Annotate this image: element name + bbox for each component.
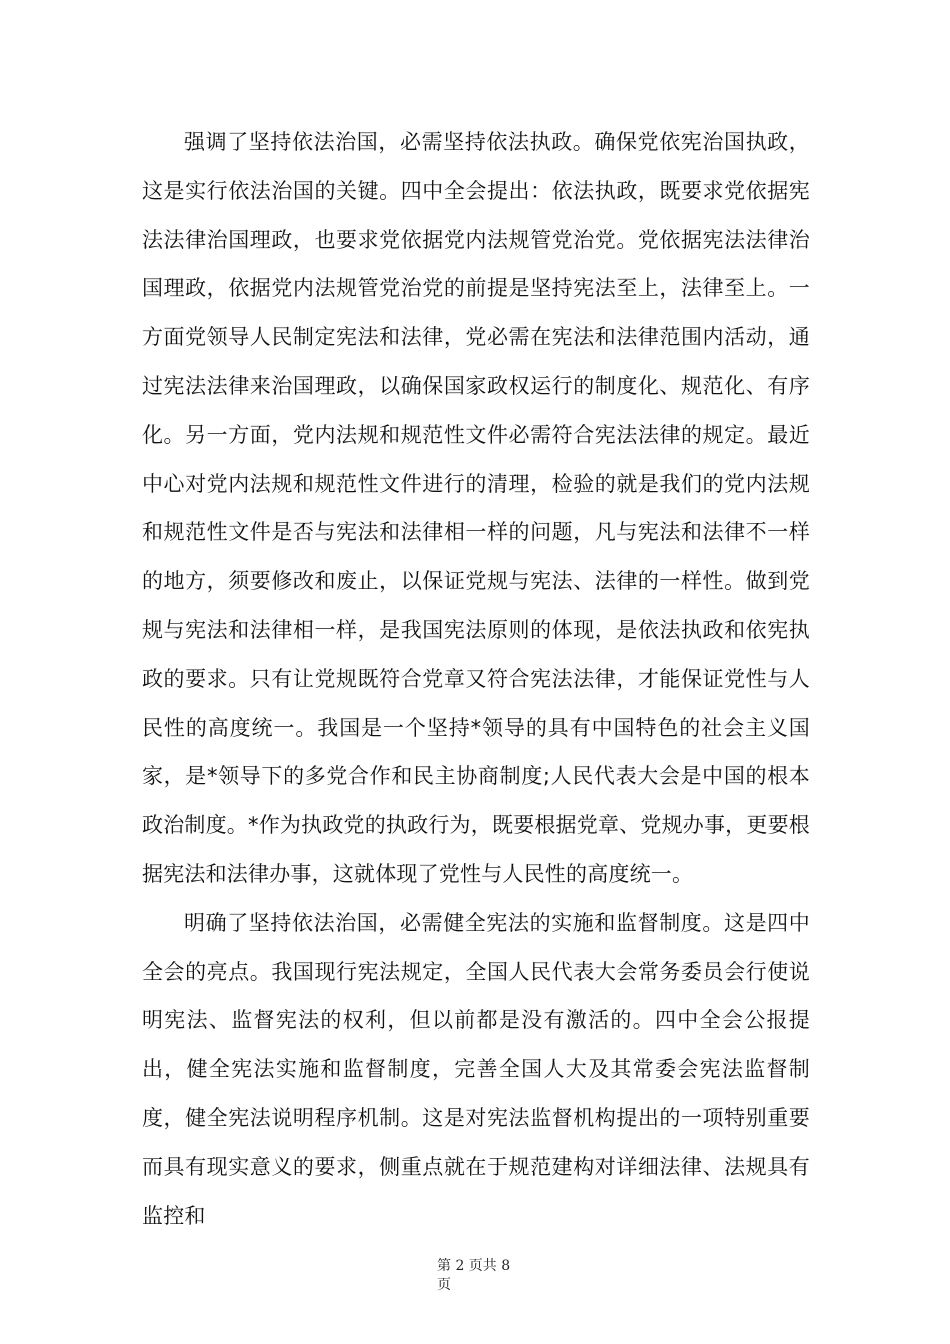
page-number: 第 2 页共 8 页 <box>437 1258 511 1293</box>
body-text <box>142 118 810 1240</box>
paragraph-2: 明确了坚持依法治国，必需健全宪法的实施和监督制度。这是四中全会的亮点。我国现行宪法规定，全国人民代表大会常务委员会行使说明宪法、监督宪法的权利，但以前都是没有激活的。四中全会公报提出，健全宪法实施和监督制度，完善全国人大及其常委会宪法监督制度，健全宪法说明程序机制。这是对宪法监督机构提出的一项特别重要而具有现实意义的要求，侧重点就在于规范建构对详细法律、法规具有监控和 <box>142 910 810 1228</box>
paragraph-1: 强调了坚持依法治国，必需坚持依法执政。确保党依宪治国执政，这是实行依法治国的关键。四中全会提出：依法执政，既要求党依据宪法法律治国理政，也要求党依据党内法规管党治党。党依据宪法法律治国理政，依据党内法规管党治党的前提是坚持宪法至上，法律至上。一方面党领导人民制定宪法和法律，党必需在宪法和法律范围内活动，通过宪法法律来治国理政，以确保国家政权运行的制度化、规范化、有序化。另一方面，党内法规和规范性文件必需符合宪法法律的规定。最近中心对党内法规和规范性文件进行的清理，检验的就是我们的党内法规和规范性文件是否与宪法和法律相一样的问题，凡与宪法和法律不一样的地方，须要修改和废止，以保证党规与宪法、法律的一样性。做到党规与宪法和法律相一样，是我国宪法原则的体现，是依法执政和依宪执政的要求。只有让党规既符合党章又符合宪法法律，才能保证党性与人民性的高度统一。我国是一个坚持*领导的具有中国特色的社会主义国家，是*领导下的多党合作和民主协商制度;人民代表大会是中国的根本政治制度。*作为执政党的执政行为，既要根据党章、党规办事，更要根据宪法和法律办事，这就体现了党性与人民性的高度统一。 <box>142 130 810 886</box>
